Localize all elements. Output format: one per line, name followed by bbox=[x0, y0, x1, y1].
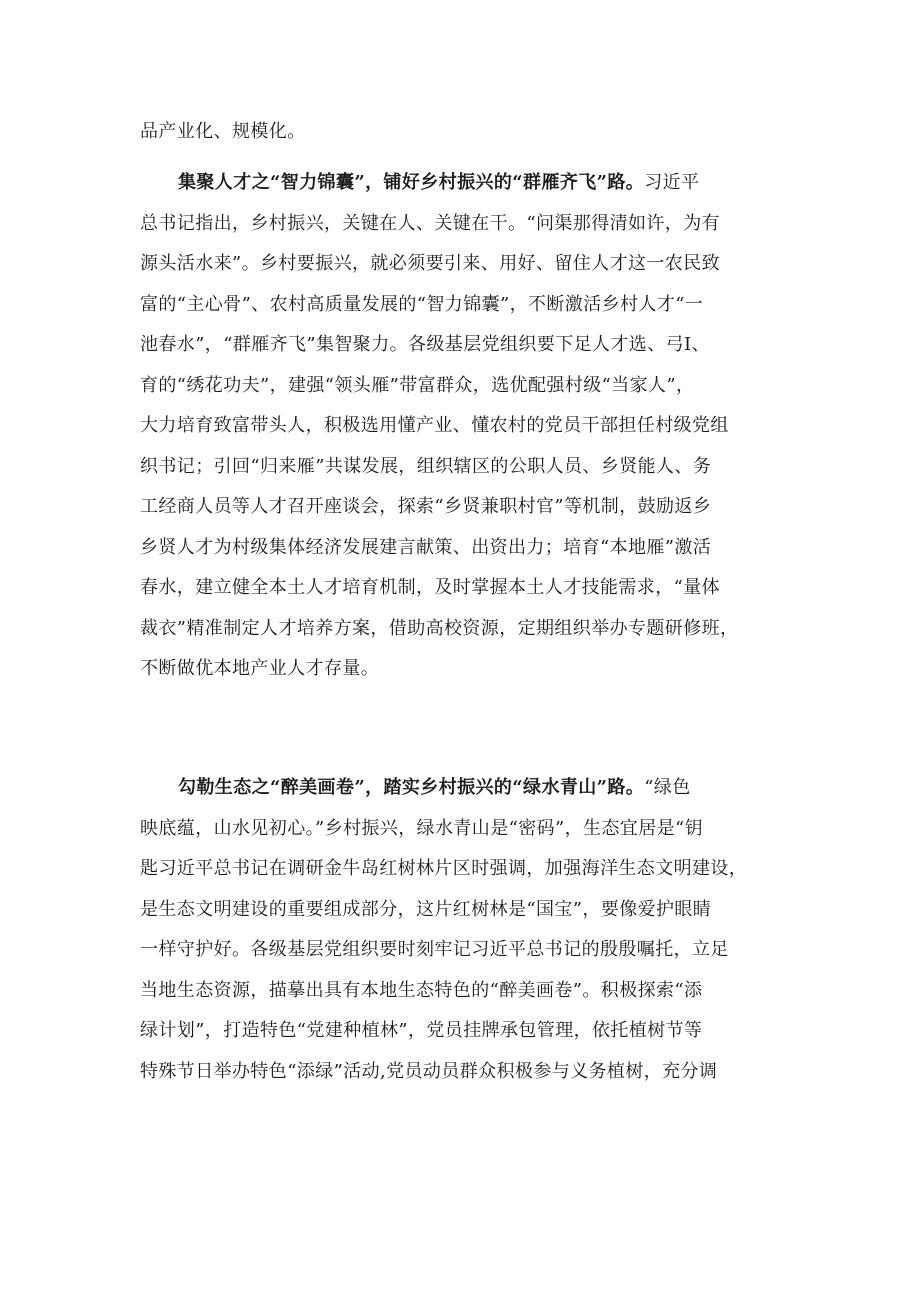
text-line: 乡贤人才为村级集体经济发展建言献策、出资出力；培育“本地雁”激活 bbox=[140, 536, 712, 558]
text-line: 一样守护好。各级基层党组织要时刻牢记习近平总书记的殷殷嘱托，立足 bbox=[140, 939, 729, 960]
section-body bbox=[140, 809, 790, 1093]
text-line: 品产业化、规模化。 bbox=[140, 121, 306, 142]
text-line: 富的“主心骨”、农村高质量发展的“智力锦囊”，不断激活乡村人才“一 bbox=[140, 293, 704, 315]
section-body bbox=[140, 204, 790, 690]
section-talent bbox=[140, 163, 790, 690]
text-line: 总书记指出，乡村振兴，关键在人、关键在干。“问渠那得清如许，为有 bbox=[140, 212, 720, 234]
text-line: 绿计划”，打造特色“党建种植林”，党员挂牌承包管理，依托植树节等 bbox=[140, 1020, 703, 1041]
section-heading-line bbox=[140, 163, 790, 204]
text-line: 不断做优本地产业人才存量。 bbox=[140, 658, 380, 679]
text-line: 大力培育致富带头人，积极选用懂产业、懂农村的党员干部担任村级党组 bbox=[140, 415, 729, 436]
section-heading-line bbox=[140, 768, 790, 809]
text-line: 春水，建立健全本土人才培育机制，及时掌握本土人才技能需求，“量体 bbox=[140, 577, 720, 598]
text-line: 映底蕴，山水见初心。”乡村振兴，绿水青山是“密码”，生态宜居是“钥 bbox=[140, 817, 704, 839]
text-line: 特殊节日举办特色“添绿”活动,党员动员群众积极参与义务植树，充分调 bbox=[140, 1060, 718, 1082]
section-lead-text: 习近平 bbox=[644, 172, 700, 193]
section-lead-text: “绿色 bbox=[644, 777, 691, 798]
section-heading: 集聚人才之“智力锦囊”，铺好乡村振兴的“群雁齐飞”路。 bbox=[178, 172, 645, 193]
text-line: 工经商人员等人才召开座谈会，探索“乡贤兼职村官”等机制，鼓励返乡 bbox=[140, 496, 712, 517]
text-line: 匙习近平总书记在调研金牛岛红树林片区时强调，加强海洋生态文明建设， bbox=[140, 858, 748, 879]
text-line: 当地生态资源，描摹出具有本地生态特色的“醉美画卷”。积极探索“添 bbox=[140, 979, 703, 1001]
text-line: 池春水”，“群雁齐飞”集智聚力。各级基层党组织要下足人才选、弓Ⅰ、 bbox=[140, 334, 710, 355]
text-line: 源头活水来”。乡村要振兴，就必须要引来、用好、留住人才这一农民致 bbox=[140, 253, 720, 274]
text-line: 裁衣”精准制定人才培养方案，借助高校资源，定期组织举办专题研修班， bbox=[140, 617, 739, 639]
section-heading: 勾勒生态之“醉美画卷”，踏实乡村振兴的“绿水青山”路。 bbox=[178, 777, 645, 798]
text-line: 是生态文明建设的重要组成部分，这片红树林是“国宝”，要像爱护眼睛 bbox=[140, 898, 712, 920]
text-line: 织书记；引回“归来雁”共谋发展，组织辖区的公职人员、乡贤能人、务 bbox=[140, 455, 712, 477]
intro-paragraph bbox=[140, 112, 790, 153]
section-ecology bbox=[140, 768, 790, 1092]
text-line: 育的“绣花功夫”，建强“领头雁”带富群众，选优配强村级“当家人”， bbox=[140, 374, 695, 396]
